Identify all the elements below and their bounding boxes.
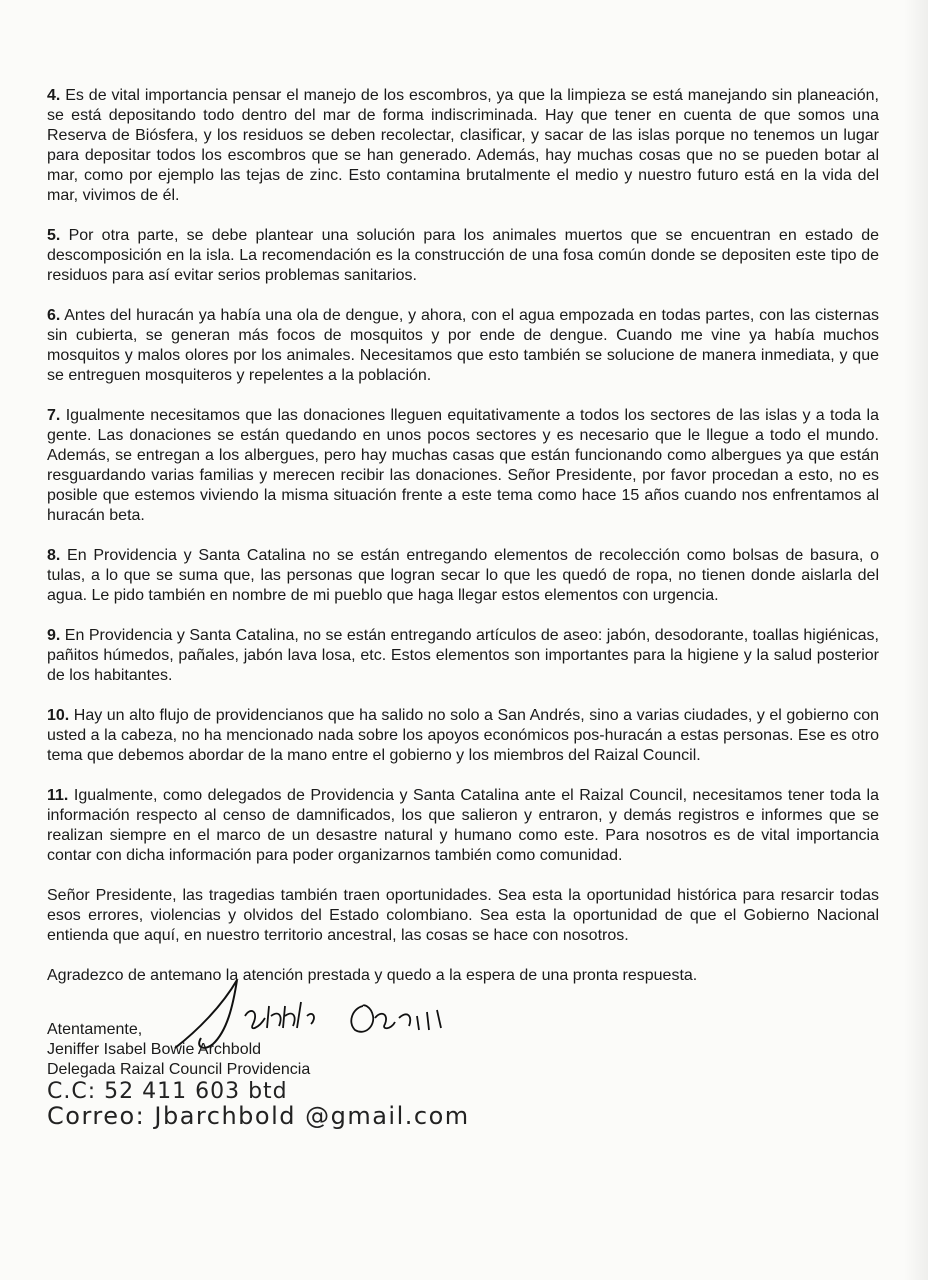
paragraph-number: 11. xyxy=(47,787,69,804)
paragraph-text: Señor Presidente, las tragedias también traen oportunidades. Sea esta la oportunidad histórica para resarcir todas esos errores, violencias y olvidos del Estado colombiano. Sea esta la oportunidad de que el Gobierno Nacional entienda que aquí, en nuestro territorio ancestral, las cosas se hace con nosotros. xyxy=(47,887,879,944)
paragraph-11 xyxy=(47,786,879,866)
signature-block xyxy=(47,1020,879,1128)
paragraph-text: Antes del huracán ya había una ola de dengue, y ahora, con el agua empozada en todas partes, con las cisternas sin cubierta, se generan más focos de mosquitos y por ende de dengue. Cuando me vine ya había muchos mosquitos y malos olores por los animales. Necesitamos que esto también se solucione de manera inmediata, y que se entreguen mosquiteros y repelentes a la población. xyxy=(47,307,879,384)
paragraph-number: 9. xyxy=(47,627,61,644)
salutation: Atentamente, xyxy=(47,1021,143,1038)
paragraph-4 xyxy=(47,86,879,206)
paragraph-8 xyxy=(47,546,879,606)
paragraph-number: 8. xyxy=(47,547,61,564)
paragraph-9 xyxy=(47,626,879,686)
email-address: Correo: Jbarchbold @gmail.com xyxy=(47,1102,470,1130)
paragraph-number: 5. xyxy=(47,227,61,244)
paragraph-text: Igualmente necesitamos que las donaciones lleguen equitativamente a todos los sectores de las islas y a toda la gente. Las donaciones se están quedando en unos pocos sectores y es necesario que le llegue a todo el mundo. Además, se entregan a los albergues, pero hay muchas casas que están funcionando como albergues ya que están resguardando varias familias y merecen recibir las donaciones. Señor Presidente, por favor procedan a esto, no es posible que estemos viviendo la misma situación frente a este tema como hace 15 años cuando nos enfrentamos al huracán beta. xyxy=(47,407,879,524)
paragraph-text: En Providencia y Santa Catalina, no se están entregando artículos de aseo: jabón, desodorante, toallas higiénicas, pañitos húmedos, pañales, jabón lava losa, etc. Estos elementos son importantes para la higiene y la salud posterior de los habitantes. xyxy=(47,627,879,684)
paragraph-text: Igualmente, como delegados de Providencia y Santa Catalina ante el Raizal Council, necesitamos tener toda la información respecto al censo de damnificados, los que salieron y entraron, y demás registros e informes que se realizan siempre en el marco de un desastre natural y humano como este. Para nosotros es de vital importancia contar con dicha información para poder organizarnos también como comunidad. xyxy=(47,787,879,864)
letter-body xyxy=(47,86,879,1128)
paragraph-presidente xyxy=(47,886,879,946)
signer-name: Jeniffer Isabel Bowie Archbold xyxy=(47,1041,262,1058)
paragraph-number: 7. xyxy=(47,407,61,424)
paragraph-10 xyxy=(47,706,879,766)
paragraph-number: 4. xyxy=(47,87,61,104)
page-edge-shadow xyxy=(904,0,928,1280)
paragraph-6 xyxy=(47,306,879,386)
paragraph-text: Por otra parte, se debe plantear una solución para los animales muertos que se encuentran en estado de descomposición en la isla. La recomendación es la construcción de una fosa común donde se depositen este tipo de residuos para así evitar serios problemas sanitarios. xyxy=(47,227,879,284)
paragraph-text: Es de vital importancia pensar el manejo de los escombros, ya que la limpieza se está manejando sin planeación, se está depositando todo dentro del mar de forma indiscriminada. Hay que tener en cuenta de que somos una Reserva de Biósfera, y los residuos se deben recolectar, clasificar, y sacar de las islas porque no tenemos un lugar para depositar todos los escombros que se han generado. Además, hay muchas cosas que no se pueden botar al mar, como por ejemplo las tejas de zinc. Esto contamina brutalmente el medio y nuestro futuro está en la vida del mar, vivimos de él. xyxy=(47,87,879,204)
closing-line: Agradezco de antemano la atención prestada y quedo a la espera de una pronta respuesta. xyxy=(47,967,698,984)
handwritten-signature xyxy=(167,976,587,1072)
paragraph-text: En Providencia y Santa Catalina no se están entregando elementos de recolección como bolsas de basura, o tulas, a lo que se suma que, las personas que logran secar lo que les quedó de ropa, no tienen donde aislarla del agua. Le pido también en nombre de mi pueblo que haga llegar estos elementos con urgencia. xyxy=(47,547,879,604)
paragraph-7 xyxy=(47,406,879,526)
paragraph-number: 6. xyxy=(47,307,61,324)
signer-title: Delegada Raizal Council Providencia xyxy=(47,1061,311,1078)
paragraph-text: Hay un alto flujo de providencianos que ha salido no solo a San Andrés, sino a varias ciudades, y el gobierno con usted a la cabeza, no ha mencionado nada sobre los apoyos económicos pos-huracán a estas personas. Ese es otro tema que debemos abordar de la mano entre el gobierno y los miembros del Raizal Council. xyxy=(47,707,879,764)
paragraph-5 xyxy=(47,226,879,286)
cc-number: C.C: 52 411 603 btd xyxy=(47,1079,288,1104)
paragraph-number: 10. xyxy=(47,707,70,724)
